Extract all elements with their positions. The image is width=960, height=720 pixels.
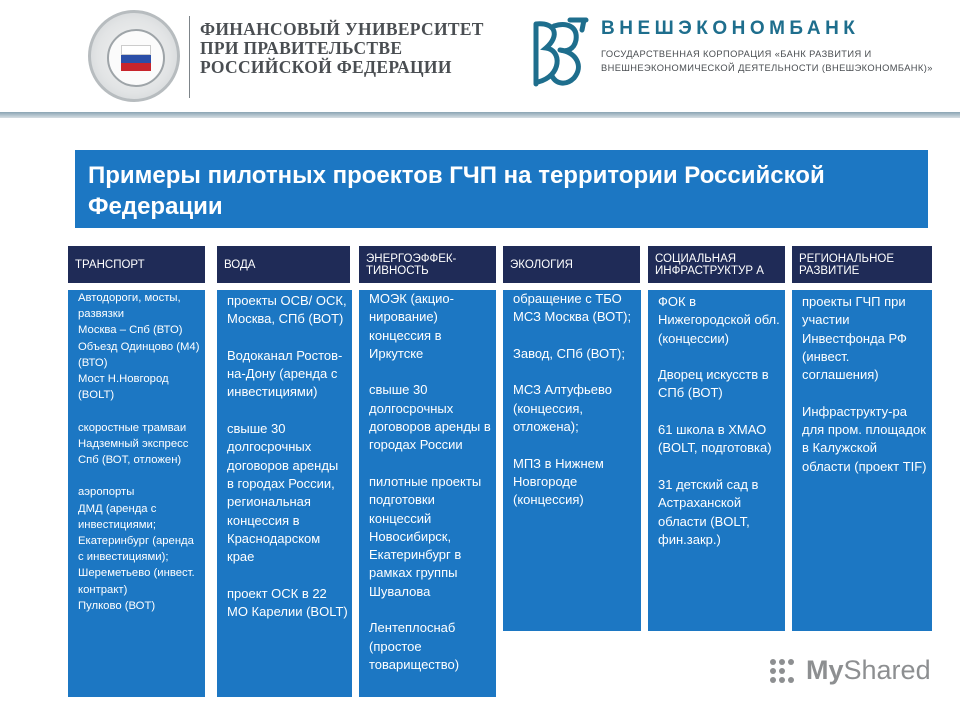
bank-subtitle [601, 47, 933, 75]
myshared-logo [806, 655, 931, 686]
column-text-ecology: обращение с ТБО МСЗ Москва (ВОТ); Завод, СПб (ВОТ); МСЗ Алтуфьево (концессия, отложена); МПЗ в Нижнем Новгороде (концессия) [513, 291, 632, 508]
column-heading-ecology: ЭКОЛОГИЯ [503, 246, 640, 283]
column-body-regional [792, 290, 932, 631]
column-text-water: проекты ОСВ/ ОСК, Москва, СПб (ВОТ) Водоканал Ростов-на-Дону (аренда с инвестициями) свыше 30 долгосрочных договоров аренды в городах России, региональная концессия в Краснодарском крае проект ОСК в 22 МО Карелии (BOLT) [227, 293, 348, 620]
myshared-dots-icon [769, 658, 799, 686]
column-text-energy: МОЭК (акцио-нирование) концессия в Иркутске свыше 30 долгосрочных договоров аренды в городах России пилотные проекты подготовки концессий Новосибирск, Екатеринбург в рамках группы Шувалова Лентеплоснаб (простое товарищество) [369, 291, 491, 672]
column-heading-social: СОЦИАЛЬНАЯ ИНФРАСТРУКТУР А [648, 246, 785, 283]
myshared-logo-part2: Shared [843, 655, 931, 685]
slide-title: Примеры пилотных проектов ГЧП на территории Российской Федерации [88, 162, 825, 220]
column-text-regional: проекты ГЧП при участии Инвестфонда РФ (инвест. соглашения) Инфраструкту-ра для пром. площадок в Калужской области (проект TIF) [802, 294, 927, 474]
header-rule [0, 112, 960, 118]
column-heading-transport: ТРАНСПОРТ [68, 246, 205, 283]
university-line-1: ФИНАНСОВЫЙ УНИВЕРСИТЕТ [200, 19, 484, 39]
university-emblem-icon [107, 29, 165, 87]
column-body-social [648, 290, 785, 631]
column-body-energy [359, 290, 496, 697]
column-text-transport: Автодороги, мосты, развязки Москва – Спб (ВТО) Объезд Одинцово (М4) (ВТО) Мост Н.Новгород (BOLT) скоростные трамваи Надземный экспресс Спб (ВОТ, отложен) аэропорты ДМД (аренда с инвестициями; Екатеринбург (аренда с инвестициями); Шереметьево (инвест. контракт) Пулково (ВОТ) [78, 292, 200, 612]
column-body-water [217, 290, 352, 697]
header-divider [189, 16, 190, 98]
university-name [200, 20, 484, 77]
column-heading-energy: ЭНЕРГОЭФФЕК-ТИВНОСТЬ [359, 246, 496, 283]
bank-subtitle-line-2: ВНЕШНЕЭКОНОМИЧЕСКОЙ ДЕЯТЕЛЬНОСТИ (ВНЕШЭКОНОМБАНК)» [601, 63, 933, 73]
column-heading-water: ВОДА [217, 246, 350, 283]
bank-name: ВНЕШЭКОНОМБАНК [601, 18, 860, 39]
column-text-social: ФОК в Нижегородской обл. (концессии) Дворец искусств в СПб (ВОТ) 61 школа в ХМАО (BOLT, подготовка) 31 детский сад в Астраханской области (BOLT, фин.закр.) [658, 294, 780, 547]
column-heading-regional: РЕГИОНАЛЬНОЕ РАЗВИТИЕ [792, 246, 932, 283]
column-body-transport [68, 290, 205, 697]
bank-subtitle-line-1: ГОСУДАРСТВЕННАЯ КОРПОРАЦИЯ «БАНК РАЗВИТИЯ И [601, 49, 872, 59]
myshared-logo-part1: My [806, 655, 844, 685]
university-line-3: РОССИЙСКОЙ ФЕДЕРАЦИИ [200, 57, 452, 77]
veb-monogram-logo [526, 16, 592, 92]
university-line-2: ПРИ ПРАВИТЕЛЬСТВЕ [200, 38, 403, 58]
university-seal-logo [88, 10, 180, 102]
column-body-ecology [503, 290, 641, 631]
